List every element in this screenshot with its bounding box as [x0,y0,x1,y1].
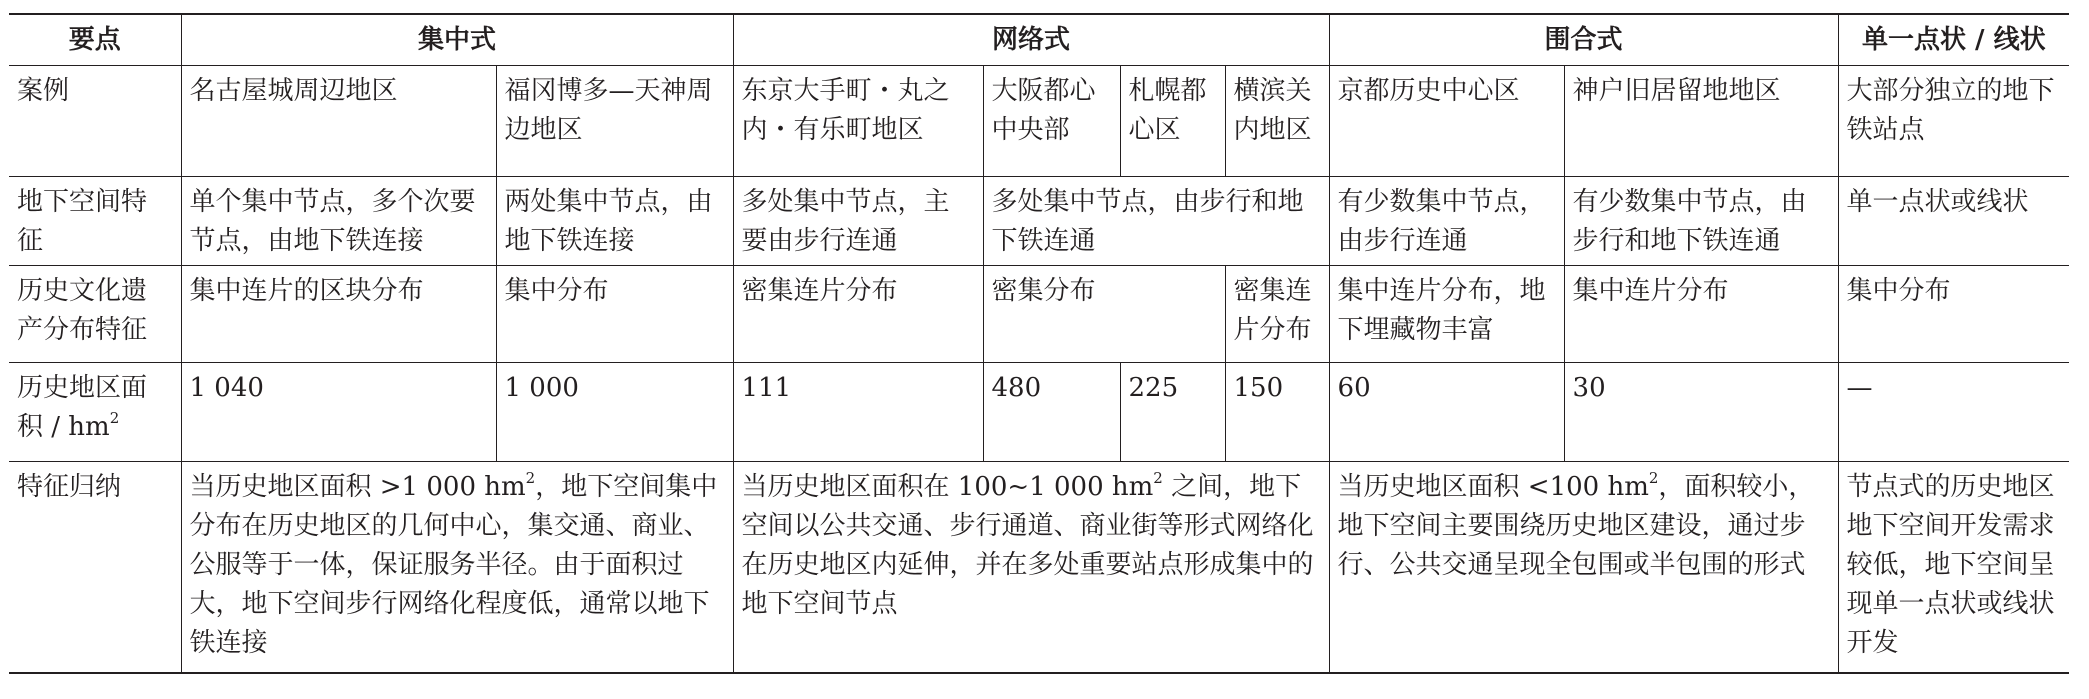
cell-case-nagoya: 名古屋城周辺地区 [181,66,496,177]
cell-summary-network [733,462,1329,674]
comparison-table [9,13,2069,674]
area-label-sup: 2 [109,409,120,428]
cell-area-tokyo: 111 [733,363,983,462]
cell-summary-single: 节点式的历史地区地下空间开发需求较低，地下空间呈现单一点状或线状开发 [1838,462,2069,674]
cell-summary-centralized [181,462,733,674]
cell-area-osaka: 480 [983,363,1120,462]
cell-case-yokohama: 横滨关内地区 [1225,66,1329,177]
header-key: 要点 [9,14,181,66]
table-row-cases [9,66,2069,177]
row-label-cases: 案例 [9,66,181,177]
cell-heritage-yokohama: 密集连片分布 [1225,266,1329,363]
summary-centralized-sup: 2 [525,469,536,488]
cell-feature-network-others: 多处集中节点，由步行和地下铁连通 [983,177,1329,266]
cell-feature-kobe: 有少数集中节点，由步行和地下铁连通 [1564,177,1838,266]
summary-network-post: 之间，地下空间以公共交通、步行通道、商业街等形式网络化在历史地区内延伸，并在多处重要站点形成集中的地下空间节点 [741,472,1314,619]
header-centralized: 集中式 [181,14,733,66]
row-label-summary: 特征归纳 [9,462,181,674]
cell-feature-kyoto: 有少数集中节点，由步行连通 [1329,177,1564,266]
cell-case-fukuoka: 福冈博多—天神周边地区 [496,66,733,177]
cell-heritage-osaka-sapporo: 密集分布 [983,266,1225,363]
summary-surround-post: ，面积较小，地下空间主要围绕历史地区建设，通过步行、公共交通呈现全包围或半包围的形式 [1337,472,1815,580]
row-label-area [9,363,181,462]
cell-area-nagoya: 1 040 [181,363,496,462]
cell-heritage-kobe: 集中连片分布 [1564,266,1838,363]
cell-summary-surround [1329,462,1838,674]
cell-heritage-nagoya: 集中连片的区块分布 [181,266,496,363]
row-label-heritage: 历史文化遗产分布特征 [9,266,181,363]
cell-heritage-single: 集中分布 [1838,266,2069,363]
summary-centralized-post: ，地下空间集中分布在历史地区的几何中心，集交通、商业、公服等于一体，保证服务半径。由于面积过大，地下空间步行网络化程度低，通常以地下铁连接 [189,472,718,658]
table-row-heritage [9,266,2069,363]
header-row [9,14,2069,66]
cell-area-yokohama: 150 [1225,363,1329,462]
summary-centralized-pre: 当历史地区面积 >1 000 hm [189,472,526,502]
table-container [9,13,2069,674]
table-row-summary [9,462,2069,674]
cell-feature-fukuoka: 两处集中节点，由地下铁连接 [496,177,733,266]
cell-heritage-fukuoka: 集中分布 [496,266,733,363]
cell-area-kyoto: 60 [1329,363,1564,462]
summary-network-sup: 2 [1153,469,1163,488]
cell-heritage-kyoto: 集中连片分布，地下埋藏物丰富 [1329,266,1564,363]
cell-heritage-tokyo: 密集连片分布 [733,266,983,363]
cell-case-kyoto: 京都历史中心区 [1329,66,1564,177]
cell-area-sapporo: 225 [1120,363,1225,462]
table-row-feature [9,177,2069,266]
header-surround: 围合式 [1329,14,1838,66]
cell-feature-tokyo: 多处集中节点，主要由步行连通 [733,177,983,266]
header-single: 单一点状 / 线状 [1838,14,2069,66]
cell-case-kobe: 神户旧居留地地区 [1564,66,1838,177]
header-network: 网络式 [733,14,1329,66]
cell-case-sapporo: 札幌都心区 [1120,66,1225,177]
cell-area-fukuoka: 1 000 [496,363,733,462]
row-label-feature: 地下空间特征 [9,177,181,266]
summary-surround-sup: 2 [1648,469,1659,488]
cell-area-single: — [1838,363,2069,462]
cell-case-tokyo: 东京大手町・丸之内・有乐町地区 [733,66,983,177]
cell-case-single: 大部分独立的地下铁站点 [1838,66,2069,177]
area-label-text: 历史地区面积 / hm [17,373,148,442]
cell-area-kobe: 30 [1564,363,1838,462]
summary-network-pre: 当历史地区面积在 100~1 000 hm [741,472,1154,502]
summary-surround-pre: 当历史地区面积 <100 hm [1337,472,1649,502]
table-row-area [9,363,2069,462]
cell-feature-nagoya: 单个集中节点，多个次要节点，由地下铁连接 [181,177,496,266]
cell-feature-single: 单一点状或线状 [1838,177,2069,266]
cell-case-osaka: 大阪都心中央部 [983,66,1120,177]
